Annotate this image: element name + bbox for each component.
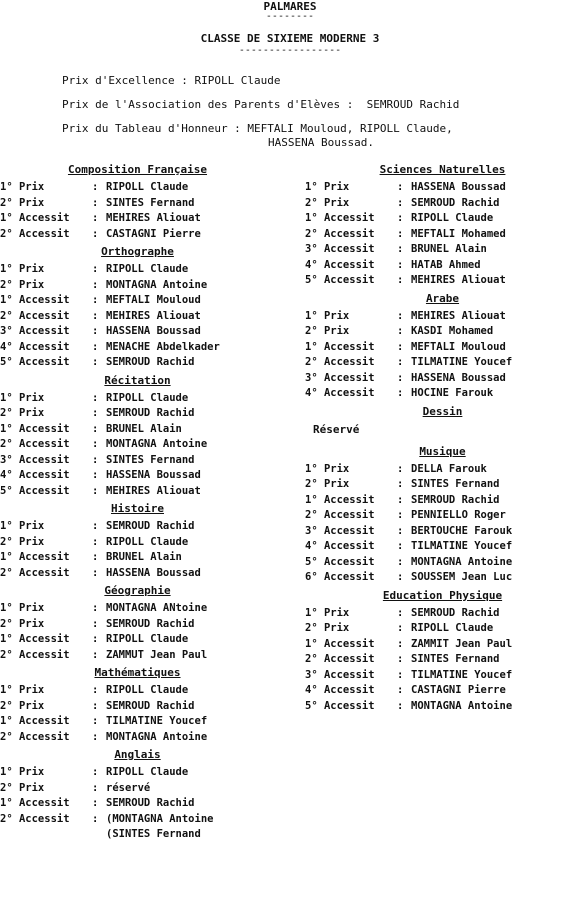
award-row: [305, 273, 580, 289]
separator-colon: :: [92, 520, 99, 532]
separator-colon: :: [92, 633, 99, 645]
separator-colon: :: [92, 438, 99, 450]
award-rank: 1° Prix: [305, 462, 350, 475]
award-name: MEHIRES Aliouat: [106, 484, 201, 497]
award-name: RIPOLL Claude: [411, 622, 494, 634]
award-row: [305, 324, 580, 340]
separator-colon: :: [397, 309, 404, 322]
award-row: [0, 406, 275, 422]
award-name: HASSENA Boussad: [106, 325, 201, 337]
section-musique: [305, 444, 580, 586]
award-name: MEFTALI Mouloud: [106, 294, 201, 306]
award-row: [305, 621, 580, 637]
award-row: [0, 566, 275, 582]
award-row: [0, 293, 275, 309]
award-name: MEHIRES Aliouat: [411, 309, 506, 322]
award-name: MEHIRES Aliouat: [411, 274, 506, 286]
section-title: Arabe: [425, 291, 460, 305]
award-rank: 1° Prix: [0, 520, 45, 532]
separator-colon: :: [92, 294, 99, 306]
separator-colon: :: [397, 356, 404, 368]
separator-colon: :: [92, 407, 99, 419]
separator-colon: :: [397, 668, 404, 681]
award-rank: 2° Accessit: [305, 509, 375, 521]
separator-colon: :: [397, 181, 404, 193]
award-name: PENNIELLO Roger: [411, 509, 506, 521]
award-row: [305, 555, 580, 571]
award-row: [0, 468, 275, 484]
separator-colon: :: [397, 340, 404, 353]
award-name: BRUNEL Alain: [106, 422, 182, 435]
award-row: [305, 637, 580, 653]
award-row: [0, 765, 275, 781]
separator-colon: :: [92, 422, 99, 435]
award-row: [0, 535, 275, 551]
award-rank: 2° Accessit: [0, 438, 70, 450]
class-rule: -----------------: [238, 45, 342, 56]
award-row: [0, 648, 275, 664]
award-name: SEMROUD Rachid: [106, 617, 195, 630]
prize-association: Prix de l'Association des Parents d'Elèves : SEMROUD Rachid: [62, 98, 460, 111]
award-row: [0, 196, 275, 212]
separator-colon: [92, 827, 106, 843]
award-name: SEMROUD Rachid: [411, 606, 500, 619]
award-name: HATAB Ahmed: [411, 258, 481, 271]
award-rank: 4° Accessit: [305, 540, 375, 552]
award-name: RIPOLL Claude: [106, 766, 189, 778]
prize-excellence: Prix d'Excellence : RIPOLL Claude: [62, 74, 281, 87]
award-name: CASTAGNI Pierre: [106, 227, 201, 240]
section-dessin: [305, 404, 580, 438]
award-name: MEFTALI Mouloud: [411, 340, 506, 353]
award-row: [0, 391, 275, 407]
separator-colon: :: [92, 484, 99, 497]
section-mathematiques: [0, 665, 275, 745]
award-rank: 1° Accessit: [0, 422, 70, 435]
award-row: [305, 493, 580, 509]
award-name: RIPOLL Claude: [106, 181, 189, 193]
prize-tableau-honneur-cont: HASSENA Boussad.: [268, 136, 374, 149]
award-row: [305, 371, 580, 387]
award-row: [0, 827, 275, 843]
section-title: Anglais: [114, 748, 161, 761]
award-row: [0, 278, 275, 294]
separator-colon: :: [92, 309, 99, 322]
separator-colon: :: [92, 715, 99, 727]
award-name: SEMROUD Rachid: [411, 493, 500, 506]
award-row: [305, 242, 580, 258]
award-name: MENACHE Abdelkader: [106, 340, 220, 353]
award-name: ZAMMUT Jean Paul: [106, 648, 208, 661]
separator-colon: :: [397, 684, 404, 696]
award-name: RIPOLL Claude: [411, 212, 494, 224]
award-name: SEMROUD Rachid: [106, 356, 195, 368]
award-row: [0, 262, 275, 278]
award-row: [305, 180, 580, 196]
award-name: HASSENA Boussad: [411, 181, 506, 193]
award-row: [305, 606, 580, 622]
award-name: SEMROUD Rachid: [106, 407, 195, 419]
award-rank: 1° Prix: [305, 309, 350, 322]
award-name: TILMATINE Youcef: [411, 668, 513, 681]
award-rank: 4° Accessit: [305, 258, 375, 271]
separator-colon: :: [397, 622, 404, 634]
section-anglais: [0, 747, 275, 843]
award-name: SINTES Fernand: [411, 653, 500, 665]
separator-colon: :: [92, 781, 99, 794]
separator-colon: :: [92, 730, 99, 743]
section-title: Dessin: [422, 404, 463, 418]
award-name: SINTES Fernand: [411, 478, 500, 490]
award-name: BERTOUCHE Farouk: [411, 524, 513, 537]
award-name: BRUNEL Alain: [106, 551, 182, 563]
award-name: MONTAGNA Antoine: [411, 555, 513, 568]
award-name: HASSENA Boussad: [106, 469, 201, 481]
award-rank: 2° Accessit: [0, 812, 70, 825]
award-name: HOCINE Farouk: [411, 387, 494, 399]
separator-colon: :: [397, 524, 404, 537]
separator-colon: :: [397, 637, 404, 650]
award-rank: 2° Prix: [305, 325, 350, 337]
award-rank: 2° Accessit: [0, 566, 70, 579]
section-composition-francaise: [0, 162, 275, 242]
separator-colon: :: [397, 540, 404, 552]
award-row: [0, 683, 275, 699]
award-rank: 1° Accessit: [305, 212, 375, 224]
separator-colon: :: [92, 469, 99, 481]
separator-colon: :: [92, 699, 99, 712]
separator-colon: :: [397, 606, 404, 619]
left-column: [0, 160, 275, 843]
award-rank: 3° Accessit: [305, 371, 375, 384]
separator-colon: :: [397, 571, 404, 583]
award-row: [0, 324, 275, 340]
award-name: MEHIRES Aliouat: [106, 212, 201, 224]
award-row: [305, 699, 580, 715]
separator-colon: :: [397, 653, 404, 665]
prize-tableau-honneur: Prix du Tableau d'Honneur : MEFTALI Mouloud, RIPOLL Claude,: [62, 122, 453, 135]
section-sciences-naturelles: [305, 162, 580, 289]
separator-colon: :: [397, 212, 404, 224]
award-name: RIPOLL Claude: [106, 263, 189, 275]
separator-colon: :: [92, 196, 99, 209]
award-rank: 2° Prix: [0, 535, 45, 548]
award-row: [305, 683, 580, 699]
section-title: Sciences Naturelles: [379, 163, 506, 176]
separator-colon: :: [92, 325, 99, 337]
award-row: [305, 539, 580, 555]
award-row: [305, 462, 580, 478]
section-title: Géographie: [104, 584, 171, 597]
separator-colon: :: [397, 699, 404, 712]
award-row: [305, 309, 580, 325]
award-row: [305, 477, 580, 493]
award-name: MEFTALI Mohamed: [411, 227, 506, 240]
award-rank: [0, 827, 92, 843]
award-rank: 2° Prix: [305, 196, 350, 209]
award-rank: 5° Accessit: [0, 356, 70, 368]
section-title: Education Physique: [382, 588, 503, 602]
award-row: [0, 422, 275, 438]
award-name: RIPOLL Claude: [106, 684, 189, 696]
separator-colon: :: [92, 602, 99, 614]
separator-colon: :: [397, 493, 404, 506]
award-rank: 1° Accessit: [0, 294, 70, 306]
award-rank: 5° Accessit: [305, 274, 375, 286]
award-name: (SINTES Fernand: [106, 828, 201, 840]
award-row: [0, 437, 275, 453]
award-name: DELLA Farouk: [411, 462, 487, 475]
separator-colon: :: [397, 462, 404, 475]
award-rank: 2° Accessit: [305, 356, 375, 368]
award-row: [0, 812, 275, 828]
award-name: SEMROUD Rachid: [106, 520, 195, 532]
separator-colon: :: [397, 325, 404, 337]
award-rank: 1° Prix: [305, 181, 350, 193]
separator-colon: :: [92, 566, 99, 579]
award-name: réservé: [106, 781, 151, 794]
award-name: MONTAGNA ANtoine: [106, 602, 208, 614]
section-arabe: [305, 291, 580, 402]
separator-colon: :: [397, 555, 404, 568]
award-rank: 2° Accessit: [305, 653, 375, 665]
award-rank: 2° Prix: [305, 622, 350, 634]
award-rank: 5° Accessit: [305, 555, 375, 568]
section-title: Mathématiques: [94, 666, 181, 679]
award-row: [0, 714, 275, 730]
award-rank: 1° Prix: [0, 684, 45, 696]
award-row: [305, 340, 580, 356]
separator-colon: :: [92, 391, 99, 404]
award-row: [305, 386, 580, 402]
award-rank: 3° Accessit: [305, 243, 375, 255]
award-rank: 4° Accessit: [0, 340, 70, 353]
award-row: [0, 340, 275, 356]
award-rank: 1° Accessit: [305, 340, 375, 353]
separator-colon: :: [397, 243, 404, 255]
award-row: [0, 699, 275, 715]
award-name: TILMATINE Youcef: [411, 540, 513, 552]
award-name: SOUSSEM Jean Luc: [411, 571, 513, 583]
award-rank: 1° Prix: [305, 606, 350, 619]
award-name: SINTES Fernand: [106, 453, 195, 466]
title-rule: --------: [265, 11, 315, 22]
award-name: SINTES Fernand: [106, 196, 195, 209]
award-row: [0, 453, 275, 469]
award-rank: 5° Accessit: [305, 699, 375, 712]
award-name: TILMATINE Youcef: [106, 715, 208, 727]
award-name: MONTAGNA Antoine: [411, 699, 513, 712]
award-rank: 3° Accessit: [305, 668, 375, 681]
award-row: [305, 652, 580, 668]
award-row: [0, 601, 275, 617]
award-rank: 1° Prix: [0, 263, 45, 275]
award-row: [0, 730, 275, 746]
separator-colon: :: [397, 196, 404, 209]
section-recitation: [0, 373, 275, 500]
award-name: (MONTAGNA Antoine: [106, 812, 214, 825]
section-orthographe: [0, 244, 275, 371]
award-row: [305, 668, 580, 684]
award-row: [0, 617, 275, 633]
award-rank: 6° Accessit: [305, 571, 375, 583]
award-row: [305, 570, 580, 586]
separator-colon: :: [92, 797, 99, 809]
award-rank: 1° Accessit: [0, 212, 70, 224]
award-name: SEMROUD Rachid: [411, 196, 500, 209]
award-row: [0, 632, 275, 648]
award-rank: 2° Prix: [0, 278, 45, 291]
award-name: BRUNEL Alain: [411, 243, 487, 255]
separator-colon: :: [397, 258, 404, 271]
award-row: [0, 227, 275, 243]
award-name: TILMATINE Youcef: [411, 356, 513, 368]
separator-colon: :: [92, 340, 99, 353]
award-row: [0, 484, 275, 500]
award-row: [305, 258, 580, 274]
award-rank: 1° Accessit: [305, 637, 375, 650]
award-row: [305, 211, 580, 227]
award-name: ZAMMIT Jean Paul: [411, 637, 513, 650]
award-name: KASDI Mohamed: [411, 325, 494, 337]
section-education-physique: [305, 588, 580, 715]
reserved-note: Réservé: [313, 422, 360, 436]
separator-colon: :: [397, 478, 404, 490]
award-rank: 1° Accessit: [305, 493, 375, 506]
award-rank: 1° Accessit: [0, 797, 70, 809]
award-rank: 2° Accessit: [0, 648, 70, 661]
award-rank: 1° Prix: [0, 766, 45, 778]
award-rank: 2° Prix: [0, 781, 45, 794]
award-row: [0, 355, 275, 371]
award-row: [0, 781, 275, 797]
separator-colon: :: [397, 227, 404, 240]
section-title: Histoire: [111, 502, 164, 515]
award-name: MEHIRES Aliouat: [106, 309, 201, 322]
section-title: Orthographe: [101, 245, 174, 258]
separator-colon: :: [397, 274, 404, 286]
award-rank: 2° Accessit: [0, 730, 70, 743]
section-title: Composition Française: [67, 163, 208, 176]
award-rank: 2° Accessit: [305, 227, 375, 240]
separator-colon: :: [92, 551, 99, 563]
award-row: [305, 227, 580, 243]
award-rank: 2° Prix: [0, 699, 45, 712]
award-rank: 1° Prix: [0, 391, 45, 404]
award-row: [0, 796, 275, 812]
section-title: Récitation: [104, 373, 171, 387]
award-row: [0, 180, 275, 196]
award-rank: 1° Prix: [0, 602, 45, 614]
section-histoire: [0, 501, 275, 581]
separator-colon: :: [92, 356, 99, 368]
award-rank: 1° Accessit: [0, 633, 70, 645]
award-rank: 1° Accessit: [0, 715, 70, 727]
award-name: MONTAGNA Antoine: [106, 278, 208, 291]
separator-colon: :: [92, 227, 99, 240]
separator-colon: :: [92, 263, 99, 275]
award-name: HASSENA Boussad: [411, 371, 506, 384]
award-rank: 4° Accessit: [305, 387, 375, 399]
separator-colon: :: [92, 684, 99, 696]
award-rank: 5° Accessit: [0, 484, 70, 497]
award-row: [0, 550, 275, 566]
award-name: SEMROUD Rachid: [106, 797, 195, 809]
award-name: CASTAGNI Pierre: [411, 684, 506, 696]
separator-colon: :: [397, 371, 404, 384]
award-row: [0, 211, 275, 227]
award-row: [305, 355, 580, 371]
award-name: MONTAGNA Antoine: [106, 730, 208, 743]
document-title: PALMARES: [263, 0, 317, 13]
award-rank: 2° Accessit: [0, 227, 70, 240]
award-rank: 1° Prix: [0, 181, 45, 193]
section-geographie: [0, 583, 275, 663]
award-rank: 2° Prix: [0, 617, 45, 630]
separator-colon: :: [397, 509, 404, 521]
separator-colon: :: [92, 212, 99, 224]
award-row: [0, 309, 275, 325]
award-name: RIPOLL Claude: [106, 633, 189, 645]
separator-colon: :: [92, 535, 99, 548]
separator-colon: :: [92, 453, 99, 466]
award-row: [305, 524, 580, 540]
award-name: MONTAGNA Antoine: [106, 438, 208, 450]
separator-colon: :: [92, 617, 99, 630]
award-name: HASSENA Boussad: [106, 566, 201, 579]
award-name: SEMROUD Rachid: [106, 699, 195, 712]
separator-colon: :: [397, 387, 404, 399]
award-rank: 3° Accessit: [305, 524, 375, 537]
award-rank: 3° Accessit: [0, 325, 70, 337]
award-rank: 2° Prix: [0, 407, 45, 419]
separator-colon: :: [92, 766, 99, 778]
separator-colon: :: [92, 181, 99, 193]
class-heading: CLASSE DE SIXIEME MODERNE 3: [200, 32, 380, 45]
award-row: [0, 519, 275, 535]
separator-colon: :: [92, 812, 99, 825]
separator-colon: :: [92, 278, 99, 291]
award-rank: 2° Prix: [0, 196, 45, 209]
award-rank: 2° Prix: [305, 478, 350, 490]
award-rank: 3° Accessit: [0, 453, 70, 466]
award-rank: 4° Accessit: [305, 684, 375, 696]
award-rank: 1° Accessit: [0, 551, 70, 563]
separator-colon: :: [92, 648, 99, 661]
award-name: RIPOLL Claude: [106, 535, 189, 548]
award-rank: 4° Accessit: [0, 469, 70, 481]
award-row: [305, 196, 580, 212]
section-title: Musique: [419, 444, 466, 458]
right-column: [305, 160, 580, 714]
award-rank: 2° Accessit: [0, 309, 70, 322]
award-name: RIPOLL Claude: [106, 391, 189, 404]
award-row: [305, 508, 580, 524]
